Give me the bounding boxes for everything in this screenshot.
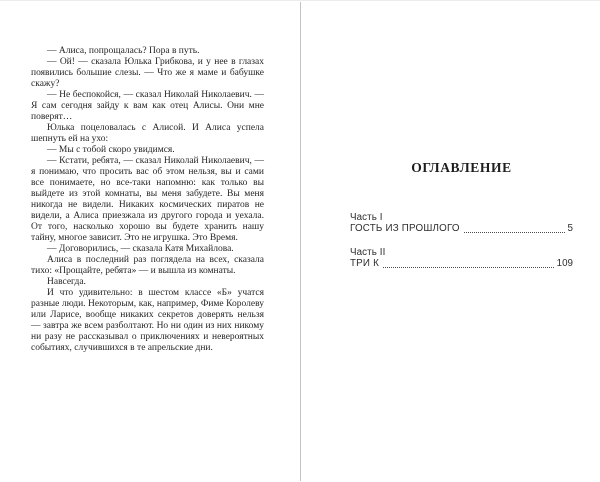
paragraph: — Не беспокойся, — сказал Николай Николаевич. — Я сам сегодня зайду к вам как отец Алисы. Они мне поверят… xyxy=(31,90,264,122)
toc-page-number: 109 xyxy=(556,258,573,269)
paragraph: Навсегда. xyxy=(47,277,86,287)
toc-leader-dots xyxy=(383,267,554,268)
paragraph: И что удивительно: в шестом классе «Б» учатся разные люди. Некоторым, как, например, Фиме Королеву или Ларисе, вообще никаких секретов доверять нельзя — завтра же всем разболтают. Но ни один из них никому ни разу не рассказывал о приключениях и невероятных событиях, случившихся в те апрельские дни. xyxy=(31,288,264,353)
toc-list xyxy=(350,212,573,270)
toc-heading: ОГЛАВЛЕНИЕ xyxy=(411,160,512,175)
paragraph: — Алиса, попрощалась? Пора в путь. xyxy=(47,46,200,56)
paragraph: — Ой! — сказала Юлька Грибкова, и у нее в глазах появились большие слезы. — Что же я маме и бабушке скажу? xyxy=(31,57,264,89)
paragraph: — Договорились, — сказала Катя Михайлова. xyxy=(47,244,234,254)
toc-entry-part-2 xyxy=(350,247,573,270)
toc-title: ТРИ К xyxy=(350,258,379,269)
right-page xyxy=(300,1,600,482)
toc-title-row xyxy=(350,258,573,270)
paragraph: — Кстати, ребята, — сказал Николай Николаевич, — я понимаю, что просить вас об этом нельзя, вы и сами все понимаете, но все-таки напомню: как только вы выйдете из этой комнаты, вы меня забудете. Вы меня никогда не видели. Никаких космических пиратов не видели, а Алиса приезжала из другого города и уехала. От того, насколько хорошо вы будете хранить нашу тайну, многое зависит. Это не игрушка. Это Время. xyxy=(31,156,264,243)
left-page-body-text xyxy=(31,46,264,354)
left-page xyxy=(0,1,300,482)
toc-part-label: Часть I xyxy=(350,212,383,223)
toc-leader-dots xyxy=(464,232,565,233)
paragraph: Алиса в последний раз поглядела на всех, сказала тихо: «Прощайте, ребята» — и вышла из комнаты. xyxy=(31,255,264,276)
paragraph: Юлька поцеловалась с Алисой. И Алиса успела шепнуть ей на ухо: xyxy=(31,123,264,144)
paragraph: — Мы с тобой скоро увидимся. xyxy=(47,145,175,155)
toc-page-number: 5 xyxy=(567,223,573,234)
toc-entry-part-1 xyxy=(350,212,573,235)
toc-part-label: Часть II xyxy=(350,247,386,258)
toc-title: ГОСТЬ ИЗ ПРОШЛОГО xyxy=(350,223,460,234)
toc-title-row xyxy=(350,223,573,235)
